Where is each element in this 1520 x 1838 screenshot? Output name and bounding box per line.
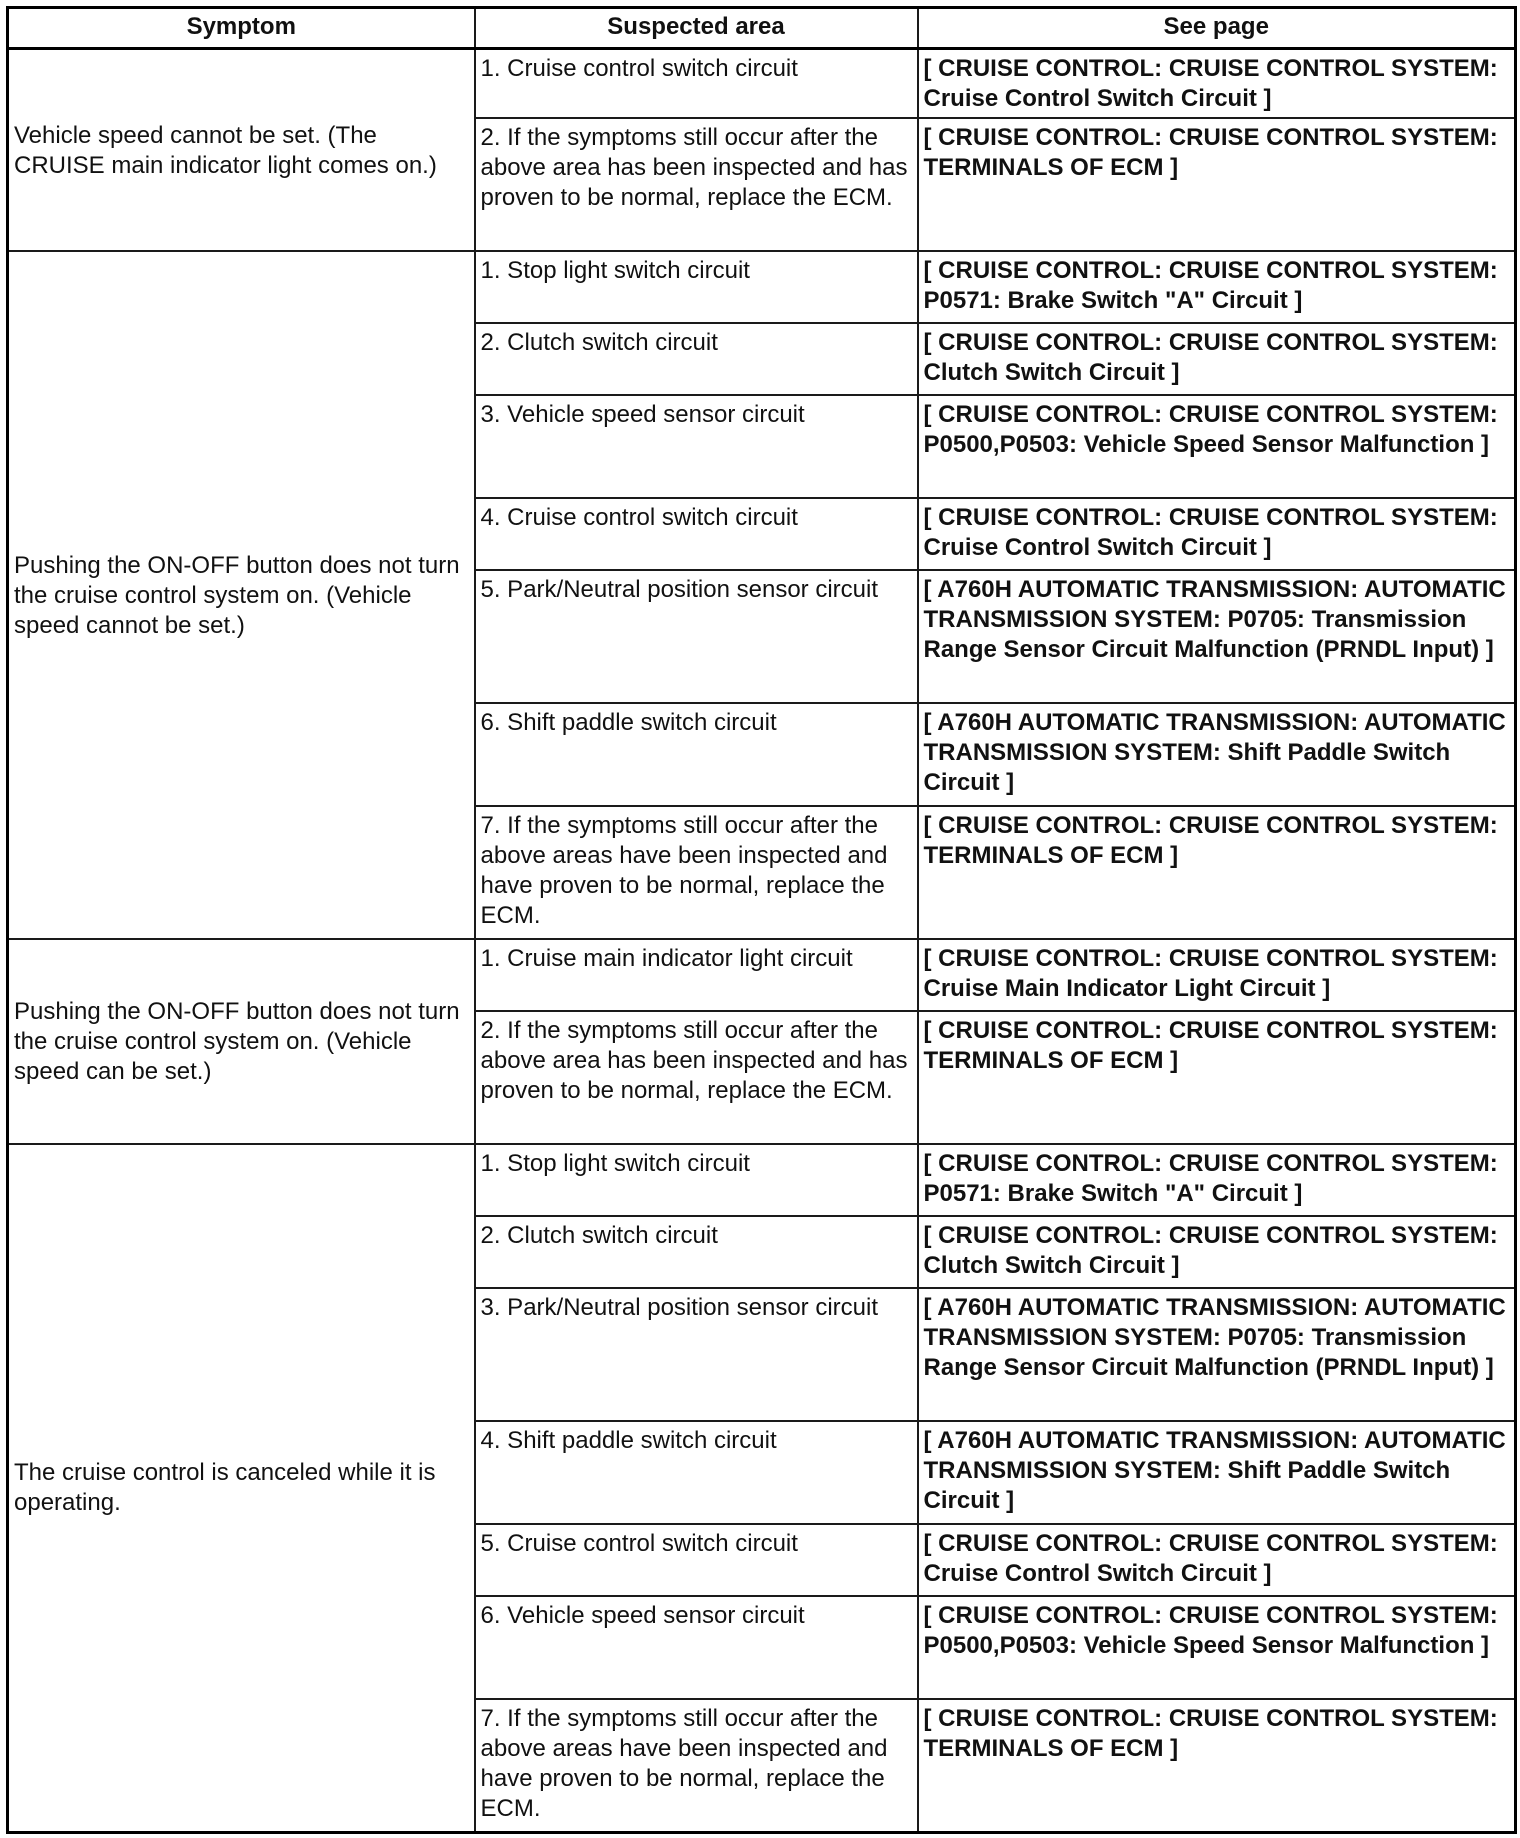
suspected-area-cell: 3. Park/Neutral position sensor circuit [475, 1288, 918, 1421]
see-page-link[interactable]: [ CRUISE CONTROL: CRUISE CONTROL SYSTEM: Cruise Main Indicator Light Circuit ] [918, 939, 1516, 1011]
symptom-cell: Vehicle speed cannot be set. (The CRUISE main indicator light comes on.) [8, 49, 475, 252]
table-row [8, 1144, 1516, 1216]
see-page-link[interactable]: [ CRUISE CONTROL: CRUISE CONTROL SYSTEM: Clutch Switch Circuit ] [918, 1216, 1516, 1288]
suspected-area-cell: 5. Cruise control switch circuit [475, 1524, 918, 1596]
suspected-area-cell: 1. Stop light switch circuit [475, 1144, 918, 1216]
see-page-link[interactable]: [ A760H AUTOMATIC TRANSMISSION: AUTOMATIC TRANSMISSION SYSTEM: Shift Paddle Switch Circuit ] [918, 703, 1516, 806]
document-page [6, 6, 1514, 1834]
symptom-cell: Pushing the ON-OFF button does not turn the cruise control system on. (Vehicle speed can be set.) [8, 939, 475, 1144]
table-row [8, 251, 1516, 323]
see-page-link[interactable]: [ A760H AUTOMATIC TRANSMISSION: AUTOMATIC TRANSMISSION SYSTEM: P0705: Transmission Range Sensor Circuit Malfunction (PRNDL Input) ] [918, 1288, 1516, 1421]
suspected-area-cell: 4. Cruise control switch circuit [475, 498, 918, 570]
suspected-area-cell: 4. Shift paddle switch circuit [475, 1421, 918, 1524]
see-page-link[interactable]: [ CRUISE CONTROL: CRUISE CONTROL SYSTEM: TERMINALS OF ECM ] [918, 1699, 1516, 1832]
header-suspected-area: Suspected area [475, 8, 918, 49]
symptom-cell: Pushing the ON-OFF button does not turn the cruise control system on. (Vehicle speed cannot be set.) [8, 251, 475, 939]
see-page-link[interactable]: [ CRUISE CONTROL: CRUISE CONTROL SYSTEM: Cruise Control Switch Circuit ] [918, 498, 1516, 570]
header-see-page: See page [918, 8, 1516, 49]
suspected-area-cell: 6. Vehicle speed sensor circuit [475, 1596, 918, 1699]
suspected-area-cell: 2. If the symptoms still occur after the above area has been inspected and has proven to be normal, replace the ECM. [475, 1011, 918, 1144]
table-row [8, 49, 1516, 119]
see-page-link[interactable]: [ CRUISE CONTROL: CRUISE CONTROL SYSTEM: P0500,P0503: Vehicle Speed Sensor Malfunction ] [918, 395, 1516, 498]
header-symptom: Symptom [8, 8, 475, 49]
see-page-link[interactable]: [ A760H AUTOMATIC TRANSMISSION: AUTOMATIC TRANSMISSION SYSTEM: P0705: Transmission Range Sensor Circuit Malfunction (PRNDL Input) ] [918, 570, 1516, 703]
see-page-link[interactable]: [ CRUISE CONTROL: CRUISE CONTROL SYSTEM: Cruise Control Switch Circuit ] [918, 49, 1516, 119]
see-page-link[interactable]: [ A760H AUTOMATIC TRANSMISSION: AUTOMATIC TRANSMISSION SYSTEM: Shift Paddle Switch Circuit ] [918, 1421, 1516, 1524]
table-row [8, 939, 1516, 1011]
see-page-link[interactable]: [ CRUISE CONTROL: CRUISE CONTROL SYSTEM: Clutch Switch Circuit ] [918, 323, 1516, 395]
see-page-link[interactable]: [ CRUISE CONTROL: CRUISE CONTROL SYSTEM: TERMINALS OF ECM ] [918, 118, 1516, 251]
suspected-area-cell: 2. Clutch switch circuit [475, 1216, 918, 1288]
table-header-row [8, 8, 1516, 49]
problem-symptoms-table [6, 6, 1517, 1834]
suspected-area-cell: 1. Cruise control switch circuit [475, 49, 918, 119]
see-page-link[interactable]: [ CRUISE CONTROL: CRUISE CONTROL SYSTEM: TERMINALS OF ECM ] [918, 806, 1516, 939]
suspected-area-cell: 3. Vehicle speed sensor circuit [475, 395, 918, 498]
suspected-area-cell: 7. If the symptoms still occur after the above areas have been inspected and have proven to be normal, replace the ECM. [475, 806, 918, 939]
see-page-link[interactable]: [ CRUISE CONTROL: CRUISE CONTROL SYSTEM: Cruise Control Switch Circuit ] [918, 1524, 1516, 1596]
suspected-area-cell: 1. Stop light switch circuit [475, 251, 918, 323]
see-page-link[interactable]: [ CRUISE CONTROL: CRUISE CONTROL SYSTEM: P0500,P0503: Vehicle Speed Sensor Malfunction ] [918, 1596, 1516, 1699]
suspected-area-cell: 5. Park/Neutral position sensor circuit [475, 570, 918, 703]
suspected-area-cell: 2. Clutch switch circuit [475, 323, 918, 395]
see-page-link[interactable]: [ CRUISE CONTROL: CRUISE CONTROL SYSTEM: TERMINALS OF ECM ] [918, 1011, 1516, 1144]
suspected-area-cell: 1. Cruise main indicator light circuit [475, 939, 918, 1011]
symptom-cell: The cruise control is canceled while it is operating. [8, 1144, 475, 1832]
suspected-area-cell: 7. If the symptoms still occur after the above areas have been inspected and have proven to be normal, replace the ECM. [475, 1699, 918, 1832]
suspected-area-cell: 2. If the symptoms still occur after the above area has been inspected and has proven to be normal, replace the ECM. [475, 118, 918, 251]
see-page-link[interactable]: [ CRUISE CONTROL: CRUISE CONTROL SYSTEM: P0571: Brake Switch "A" Circuit ] [918, 1144, 1516, 1216]
suspected-area-cell: 6. Shift paddle switch circuit [475, 703, 918, 806]
see-page-link[interactable]: [ CRUISE CONTROL: CRUISE CONTROL SYSTEM: P0571: Brake Switch "A" Circuit ] [918, 251, 1516, 323]
